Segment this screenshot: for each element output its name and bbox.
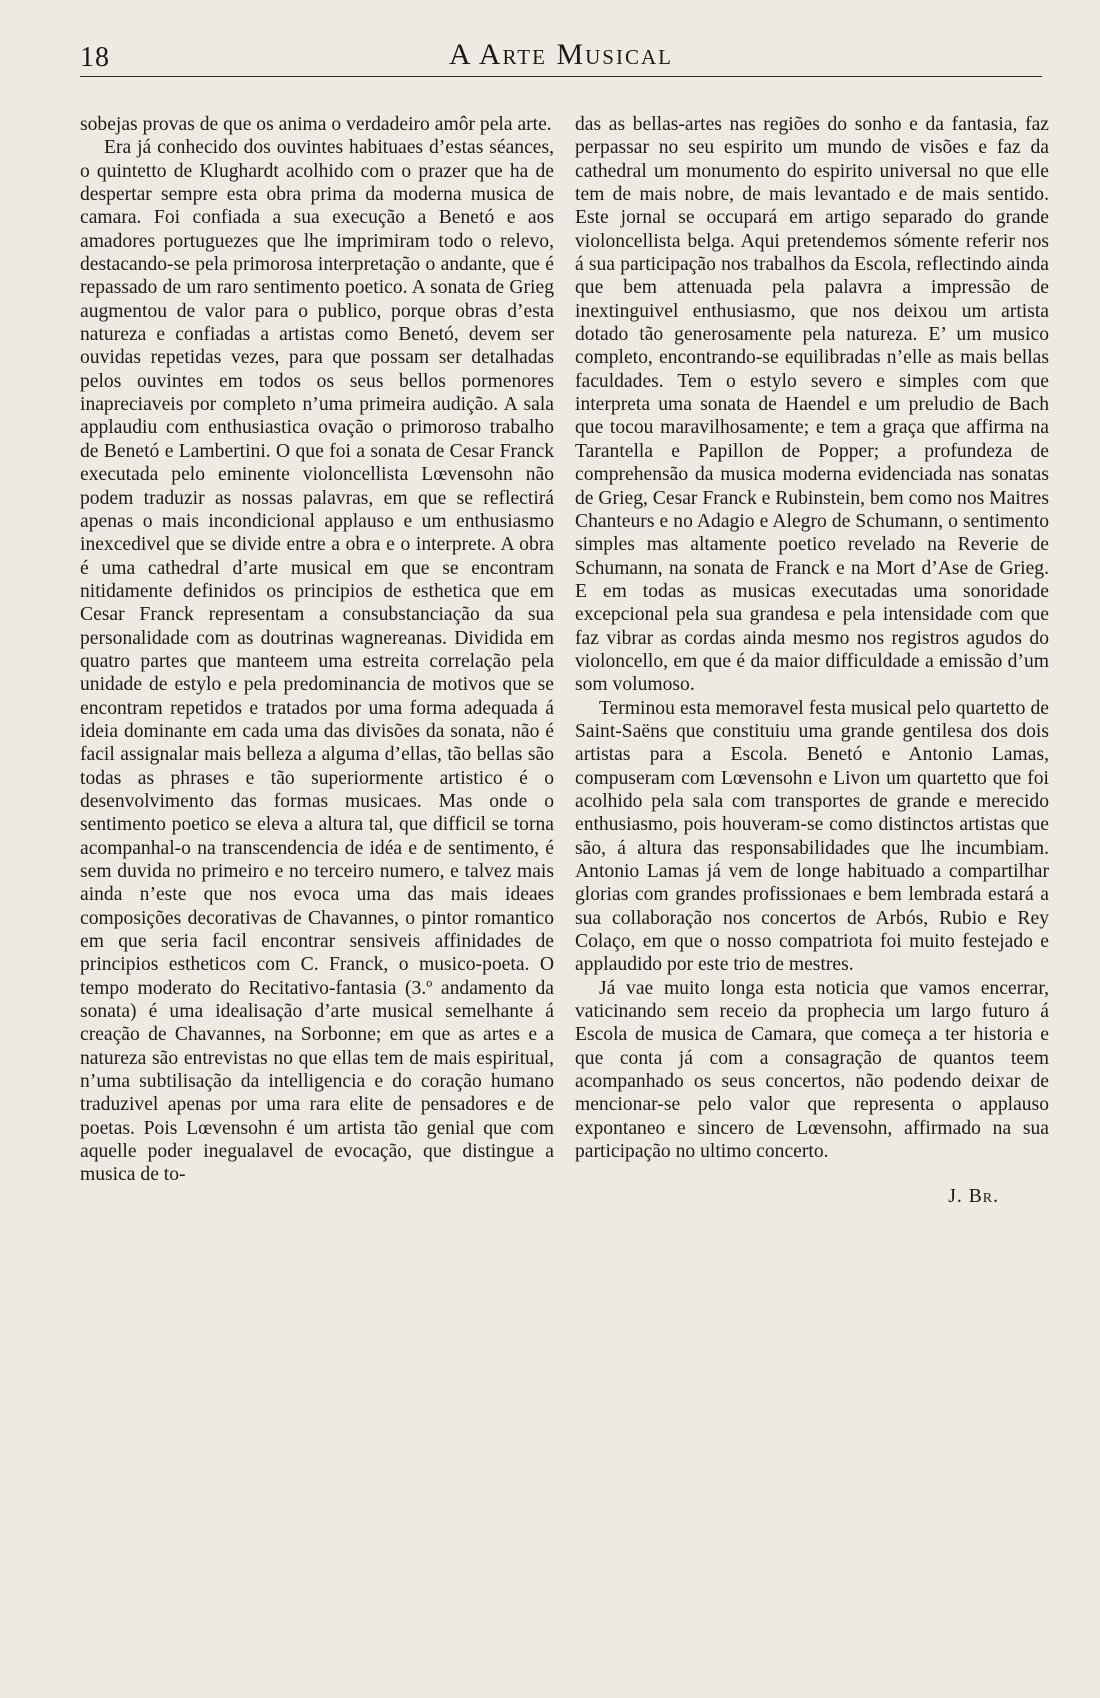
paragraph: Era já conhecido dos ouvintes habituaes d’estas séances, o quintetto de Klughardt acolhido com o prazer que ha de despertar sempre esta obra prima da moderna musica de camara. Foi confiada a sua execução a Benetó e aos amadores portuguezes que lhe imprimiram todo o relevo, destacando-se pela primorosa interpretação o andante, que é repassado de um raro sentimento poetico. A sonata de Grieg augmentou de valor para o publico, porque obras d’esta natureza e confiadas a artistas como Benetó, devem ser ouvidas repetidas vezes, para que possam ser detalhadas pelos ouvintes em todos os seus bellos pormenores inapreciaveis por completo n’uma primeira audição. A sala applaudiu com enthusiastica ovação o primoroso trabalho de Benetó e Lambertini. O que foi a sonata de Cesar Franck executada pelo eminente violoncellista Lœvensohn não podem traduzir as nossas palavras, em que se reflectirá apenas o mais incondicional applauso e um enthusiasmo inexcedivel que se divide entre a obra e o interprete. A obra é uma cathedral d’arte musical em que se encontram nitidamente definidos os principios de esthetica que em Cesar Franck representam a consubstanciação da sua personalidade com as doutrinas wagnereanas. Dividida em quatro partes que manteem uma estreita correlação pela unidade de estylo e pela predominancia de motivos que se encontram repetidos e tratados por uma forma adequada á ideia dominante em cada uma das divisões da sonata, não é facil assignalar mais belleza a alguma d’ellas, tão bellas são todas as phrases e tão superiormente artistico é o desenvolvimento das formas musicaes. Mas onde o sentimento poetico se eleva a altura tal, que difficil se torna acompanhal-o na transcendencia de idéa e de sentimento, é sem duvida no primeiro e no terceiro numero, e talvez mais ainda n’este que nos evoca uma das mais ideaes composições decorativas de Chavannes, o pintor romantico em que seria facil encontrar sensiveis affinidades de principios estheticos com C. Franck, o musico-poeta. O tempo moderato do Recitativo-fantasia (3.º andamento da sonata) é uma idealisação d’arte musical semelhante á creação de Chavannes, na Sorbonne; em que as artes e a natureza são entrevistas no que ellas tem de mais espiritual, n’uma subtilisação da intelligencia e do coração humano traduzivel apenas por uma rara elite de pensadores e de poetas. Pois Lœvensohn é um artista tão genial que com aquelle poder inegualavel de evocação, que distingue a musica de to-: [80, 137, 554, 1186]
page-header: [80, 34, 1042, 74]
paragraph: Terminou esta memoravel festa musical pelo quartetto de Saint-Saëns que constituiu uma grande gentilesa dos dois artistas para a Escola. Benetó e Antonio Lamas, compuseram com Lœvensohn e Livon um quartetto que foi acolhido pela sala com transportes de grande e merecido enthusiasmo, pois houveram-se como distinctos artistas que são, á altura das responsabilidades que lhe incumbiam. Antonio Lamas já vem de longe habituado a compartilhar glorias com grandes profissionaes e bem lembrada estará a sua collaboração nos concertos de Arbós, Rubio e Rey Colaço, em que o nosso compatriota foi muito festejado e applaudido por este trio de mestres.: [575, 697, 1049, 976]
right-column: [575, 113, 1049, 1209]
paragraph: sobejas provas de que os anima o verdadeiro amôr pela arte.: [80, 114, 552, 135]
journal-title: A Arte Musical: [449, 38, 673, 71]
paragraph: das as bellas-artes nas regiões do sonho e da fantasia, faz perpassar no seu espirito um mundo de visões e faz da cathedral um monumento do espirito universal no que elle tem de mais nobre, de mais levantado e de mais sentido. Este jornal se occupará em artigo separado do grande violoncellista belga. Aqui pretendemos sómente referir nos á sua participação nos trabalhos da Escola, reflectindo ainda que bem attenuada pela palavra a impressão de inextinguivel enthusiasmo, que nos deixou um artista dotado tão generosamente pela natureza. E’ um musico completo, encontrando-se equilibradas n’elle as mais bellas faculdades. Tem o estylo severo e simples com que interpreta uma sonata de Haendel e um preludio de Bach que tocou maravilhosamente; e tem a graça que affirma na Tarantella e Papillon de Popper; a profundeza de comprehensão da musica moderna evidenciada nas sonatas de Grieg, Cesar Franck e Rubinstein, bem como nos Maitres Chanteurs e no Adagio e Alegro de Schumann, o sentimento simples mas altamente poetico revelado na Reverie de Schumann, na sonata de Franck e na Mort d’Ase de Grieg. E em todas as musicas executadas uma sonoridade excepcional pela sua grandesa e pela intensidade com que faz vibrar as cordas ainda mesmo nos registros agudos do violoncello, em que é da maior difficuldade a emissão d’um som volumoso.: [575, 114, 1049, 696]
header-rule: [80, 76, 1042, 77]
author-signature: J. Br.: [948, 1186, 999, 1208]
left-column: [80, 113, 554, 1187]
paragraph: Já vae muito longa esta noticia que vamos encerrar, vaticinando sem receio da prophecia um largo futuro á Escola de musica de Camara, que começa a ter historia e que conta já com a consagração de quantos teem acompanhado os seus concertos, não podendo deixar de mencionar-se pelo valor que representa o applauso expontaneo e sincero de Lœvensohn, affirmado na sua participação no ultimo concerto.: [575, 977, 1049, 1163]
page-number: 18: [80, 42, 110, 73]
